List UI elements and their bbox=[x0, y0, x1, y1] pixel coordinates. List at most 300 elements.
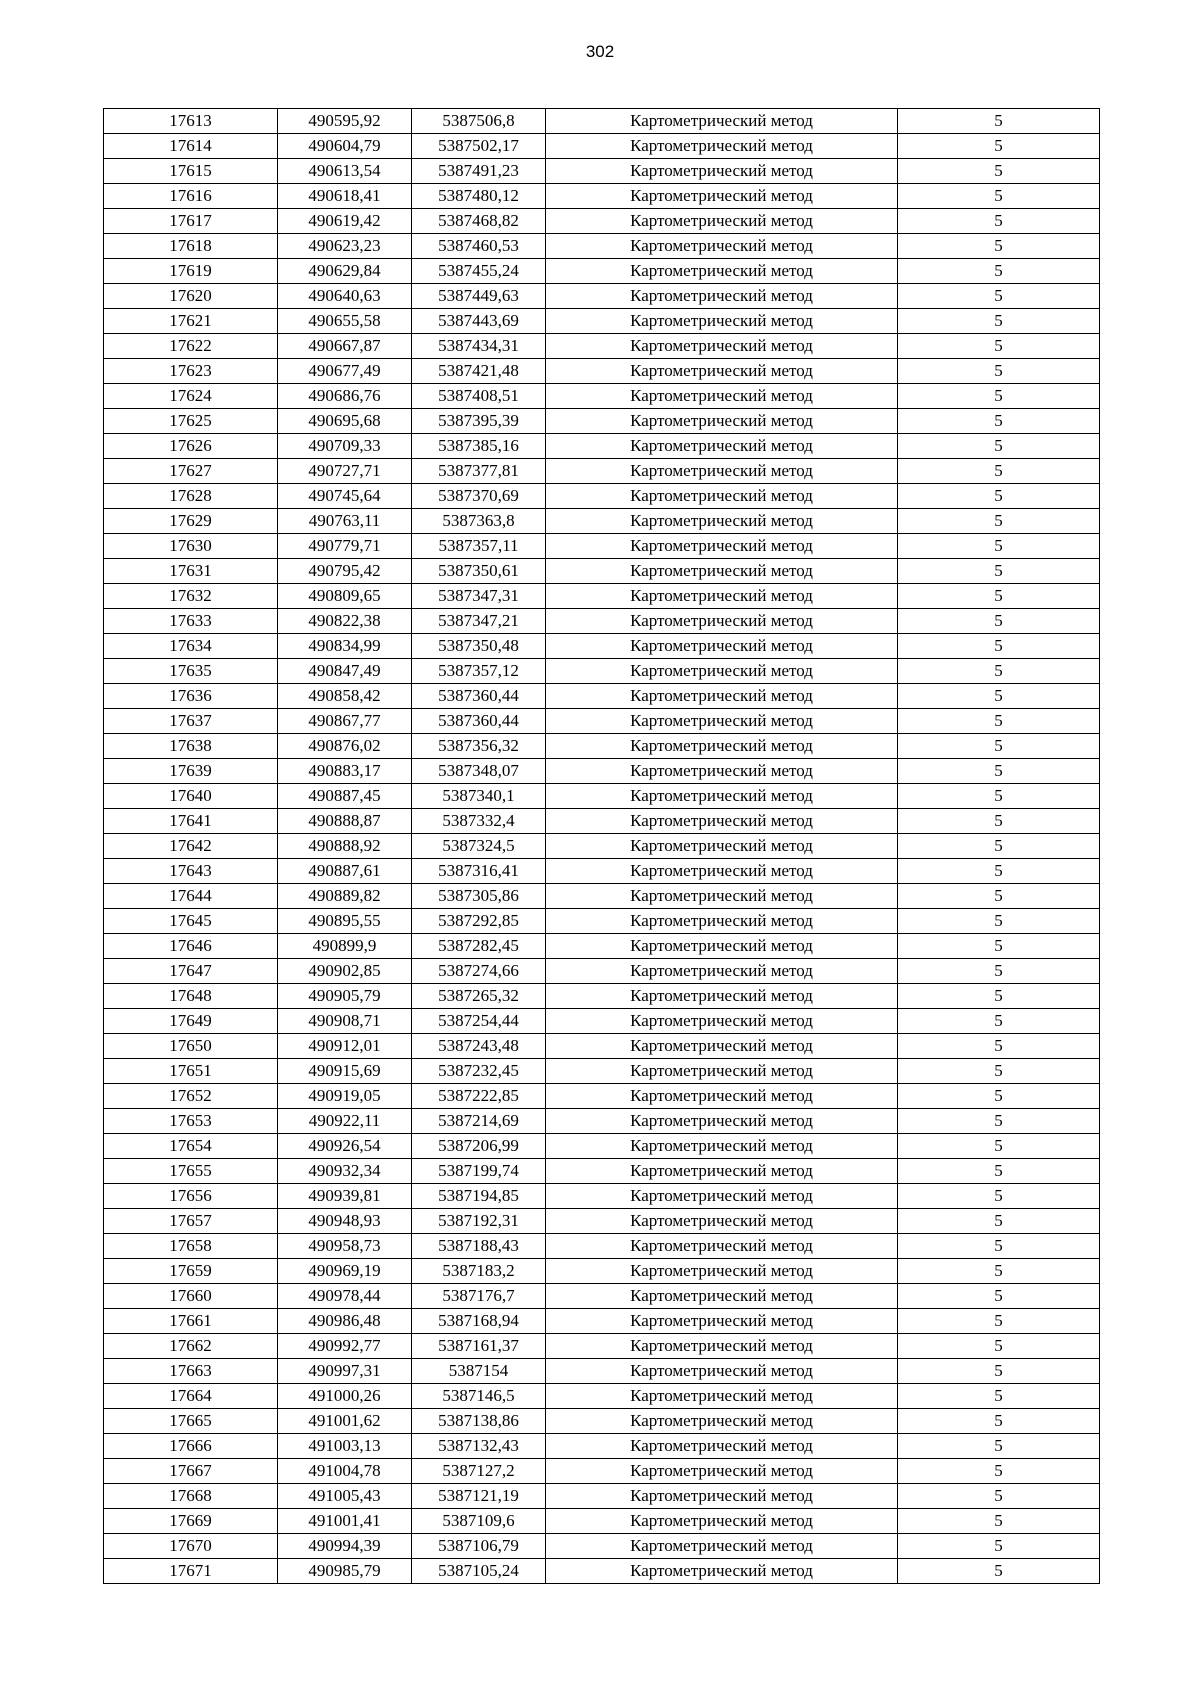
accuracy-cell: 5 bbox=[898, 884, 1100, 909]
y-coordinate-cell: 5387254,44 bbox=[412, 1009, 546, 1034]
point-number-cell: 17645 bbox=[104, 909, 278, 934]
x-coordinate-cell: 490655,58 bbox=[278, 309, 412, 334]
table-row bbox=[104, 1459, 1100, 1484]
x-coordinate-cell: 490986,48 bbox=[278, 1309, 412, 1334]
point-number-cell: 17630 bbox=[104, 534, 278, 559]
y-coordinate-cell: 5387421,48 bbox=[412, 359, 546, 384]
x-coordinate-cell: 490958,73 bbox=[278, 1234, 412, 1259]
point-number-cell: 17662 bbox=[104, 1334, 278, 1359]
table-row bbox=[104, 134, 1100, 159]
table-row bbox=[104, 384, 1100, 409]
x-coordinate-cell: 490888,87 bbox=[278, 809, 412, 834]
method-cell: Картометрический метод bbox=[546, 459, 898, 484]
table-row bbox=[104, 259, 1100, 284]
x-coordinate-cell: 490915,69 bbox=[278, 1059, 412, 1084]
accuracy-cell: 5 bbox=[898, 459, 1100, 484]
point-number-cell: 17658 bbox=[104, 1234, 278, 1259]
table-row bbox=[104, 884, 1100, 909]
table-row bbox=[104, 1059, 1100, 1084]
y-coordinate-cell: 5387243,48 bbox=[412, 1034, 546, 1059]
y-coordinate-cell: 5387506,8 bbox=[412, 109, 546, 134]
accuracy-cell: 5 bbox=[898, 259, 1100, 284]
accuracy-cell: 5 bbox=[898, 909, 1100, 934]
accuracy-cell: 5 bbox=[898, 134, 1100, 159]
y-coordinate-cell: 5387468,82 bbox=[412, 209, 546, 234]
point-number-cell: 17671 bbox=[104, 1559, 278, 1584]
accuracy-cell: 5 bbox=[898, 1084, 1100, 1109]
table-row bbox=[104, 1359, 1100, 1384]
point-number-cell: 17620 bbox=[104, 284, 278, 309]
table-row bbox=[104, 634, 1100, 659]
point-number-cell: 17664 bbox=[104, 1384, 278, 1409]
accuracy-cell: 5 bbox=[898, 609, 1100, 634]
y-coordinate-cell: 5387161,37 bbox=[412, 1334, 546, 1359]
point-number-cell: 17647 bbox=[104, 959, 278, 984]
y-coordinate-cell: 5387455,24 bbox=[412, 259, 546, 284]
y-coordinate-cell: 5387395,39 bbox=[412, 409, 546, 434]
accuracy-cell: 5 bbox=[898, 1409, 1100, 1434]
table-row bbox=[104, 484, 1100, 509]
point-number-cell: 17619 bbox=[104, 259, 278, 284]
table-row bbox=[104, 584, 1100, 609]
method-cell: Картометрический метод bbox=[546, 709, 898, 734]
table-row bbox=[104, 834, 1100, 859]
x-coordinate-cell: 490623,23 bbox=[278, 234, 412, 259]
x-coordinate-cell: 490745,64 bbox=[278, 484, 412, 509]
method-cell: Картометрический метод bbox=[546, 1534, 898, 1559]
method-cell: Картометрический метод bbox=[546, 784, 898, 809]
point-number-cell: 17642 bbox=[104, 834, 278, 859]
accuracy-cell: 5 bbox=[898, 584, 1100, 609]
y-coordinate-cell: 5387146,5 bbox=[412, 1384, 546, 1409]
table-row bbox=[104, 859, 1100, 884]
point-number-cell: 17644 bbox=[104, 884, 278, 909]
x-coordinate-cell: 490969,19 bbox=[278, 1259, 412, 1284]
point-number-cell: 17639 bbox=[104, 759, 278, 784]
point-number-cell: 17618 bbox=[104, 234, 278, 259]
table-row bbox=[104, 1559, 1100, 1584]
point-number-cell: 17626 bbox=[104, 434, 278, 459]
x-coordinate-cell: 490727,71 bbox=[278, 459, 412, 484]
point-number-cell: 17627 bbox=[104, 459, 278, 484]
method-cell: Картометрический метод bbox=[546, 1509, 898, 1534]
accuracy-cell: 5 bbox=[898, 284, 1100, 309]
y-coordinate-cell: 5387222,85 bbox=[412, 1084, 546, 1109]
table-row bbox=[104, 934, 1100, 959]
point-number-cell: 17643 bbox=[104, 859, 278, 884]
table-row bbox=[104, 984, 1100, 1009]
y-coordinate-cell: 5387292,85 bbox=[412, 909, 546, 934]
y-coordinate-cell: 5387443,69 bbox=[412, 309, 546, 334]
method-cell: Картометрический метод bbox=[546, 1209, 898, 1234]
method-cell: Картометрический метод bbox=[546, 1334, 898, 1359]
method-cell: Картометрический метод bbox=[546, 1259, 898, 1284]
accuracy-cell: 5 bbox=[898, 1259, 1100, 1284]
point-number-cell: 17666 bbox=[104, 1434, 278, 1459]
accuracy-cell: 5 bbox=[898, 484, 1100, 509]
point-number-cell: 17656 bbox=[104, 1184, 278, 1209]
y-coordinate-cell: 5387282,45 bbox=[412, 934, 546, 959]
y-coordinate-cell: 5387106,79 bbox=[412, 1534, 546, 1559]
page-number: 302 bbox=[585, 42, 615, 61]
x-coordinate-cell: 490834,99 bbox=[278, 634, 412, 659]
method-cell: Картометрический метод bbox=[546, 509, 898, 534]
accuracy-cell: 5 bbox=[898, 1209, 1100, 1234]
y-coordinate-cell: 5387408,51 bbox=[412, 384, 546, 409]
point-number-cell: 17641 bbox=[104, 809, 278, 834]
accuracy-cell: 5 bbox=[898, 1184, 1100, 1209]
accuracy-cell: 5 bbox=[898, 1559, 1100, 1584]
accuracy-cell: 5 bbox=[898, 1484, 1100, 1509]
method-cell: Картометрический метод bbox=[546, 1434, 898, 1459]
y-coordinate-cell: 5387377,81 bbox=[412, 459, 546, 484]
accuracy-cell: 5 bbox=[898, 1159, 1100, 1184]
x-coordinate-cell: 490604,79 bbox=[278, 134, 412, 159]
method-cell: Картометрический метод bbox=[546, 1384, 898, 1409]
method-cell: Картометрический метод bbox=[546, 609, 898, 634]
point-number-cell: 17637 bbox=[104, 709, 278, 734]
method-cell: Картометрический метод bbox=[546, 809, 898, 834]
accuracy-cell: 5 bbox=[898, 1459, 1100, 1484]
table-row bbox=[104, 1409, 1100, 1434]
accuracy-cell: 5 bbox=[898, 1284, 1100, 1309]
point-number-cell: 17650 bbox=[104, 1034, 278, 1059]
table-row bbox=[104, 1309, 1100, 1334]
y-coordinate-cell: 5387449,63 bbox=[412, 284, 546, 309]
point-number-cell: 17649 bbox=[104, 1009, 278, 1034]
table-row bbox=[104, 459, 1100, 484]
x-coordinate-cell: 490888,92 bbox=[278, 834, 412, 859]
accuracy-cell: 5 bbox=[898, 634, 1100, 659]
y-coordinate-cell: 5387480,12 bbox=[412, 184, 546, 209]
point-number-cell: 17624 bbox=[104, 384, 278, 409]
accuracy-cell: 5 bbox=[898, 534, 1100, 559]
accuracy-cell: 5 bbox=[898, 334, 1100, 359]
accuracy-cell: 5 bbox=[898, 934, 1100, 959]
point-number-cell: 17615 bbox=[104, 159, 278, 184]
x-coordinate-cell: 490939,81 bbox=[278, 1184, 412, 1209]
table-row bbox=[104, 1259, 1100, 1284]
method-cell: Картометрический метод bbox=[546, 584, 898, 609]
method-cell: Картометрический метод bbox=[546, 1184, 898, 1209]
method-cell: Картометрический метод bbox=[546, 159, 898, 184]
accuracy-cell: 5 bbox=[898, 784, 1100, 809]
table-row bbox=[104, 309, 1100, 334]
point-number-cell: 17670 bbox=[104, 1534, 278, 1559]
method-cell: Картометрический метод bbox=[546, 409, 898, 434]
y-coordinate-cell: 5387214,69 bbox=[412, 1109, 546, 1134]
x-coordinate-cell: 490922,11 bbox=[278, 1109, 412, 1134]
y-coordinate-cell: 5387199,74 bbox=[412, 1159, 546, 1184]
method-cell: Картометрический метод bbox=[546, 1484, 898, 1509]
point-number-cell: 17663 bbox=[104, 1359, 278, 1384]
y-coordinate-cell: 5387356,32 bbox=[412, 734, 546, 759]
table-row bbox=[104, 809, 1100, 834]
table-row bbox=[104, 684, 1100, 709]
accuracy-cell: 5 bbox=[898, 1134, 1100, 1159]
method-cell: Картометрический метод bbox=[546, 134, 898, 159]
y-coordinate-cell: 5387491,23 bbox=[412, 159, 546, 184]
point-number-cell: 17631 bbox=[104, 559, 278, 584]
table-row bbox=[104, 709, 1100, 734]
y-coordinate-cell: 5387168,94 bbox=[412, 1309, 546, 1334]
point-number-cell: 17628 bbox=[104, 484, 278, 509]
table-row bbox=[104, 1509, 1100, 1534]
point-number-cell: 17622 bbox=[104, 334, 278, 359]
table-row bbox=[104, 1109, 1100, 1134]
point-number-cell: 17668 bbox=[104, 1484, 278, 1509]
table-row bbox=[104, 1534, 1100, 1559]
x-coordinate-cell: 490908,71 bbox=[278, 1009, 412, 1034]
method-cell: Картометрический метод bbox=[546, 759, 898, 784]
point-number-cell: 17617 bbox=[104, 209, 278, 234]
point-number-cell: 17625 bbox=[104, 409, 278, 434]
x-coordinate-cell: 491005,43 bbox=[278, 1484, 412, 1509]
accuracy-cell: 5 bbox=[898, 734, 1100, 759]
y-coordinate-cell: 5387360,44 bbox=[412, 709, 546, 734]
point-number-cell: 17636 bbox=[104, 684, 278, 709]
accuracy-cell: 5 bbox=[898, 984, 1100, 1009]
method-cell: Картометрический метод bbox=[546, 184, 898, 209]
y-coordinate-cell: 5387154 bbox=[412, 1359, 546, 1384]
x-coordinate-cell: 490932,34 bbox=[278, 1159, 412, 1184]
x-coordinate-cell: 490876,02 bbox=[278, 734, 412, 759]
accuracy-cell: 5 bbox=[898, 809, 1100, 834]
x-coordinate-cell: 490895,55 bbox=[278, 909, 412, 934]
table-row bbox=[104, 1184, 1100, 1209]
table-row bbox=[104, 959, 1100, 984]
x-coordinate-cell: 490595,92 bbox=[278, 109, 412, 134]
x-coordinate-cell: 490822,38 bbox=[278, 609, 412, 634]
method-cell: Картометрический метод bbox=[546, 859, 898, 884]
point-number-cell: 17665 bbox=[104, 1409, 278, 1434]
table-row bbox=[104, 509, 1100, 534]
point-number-cell: 17660 bbox=[104, 1284, 278, 1309]
method-cell: Картометрический метод bbox=[546, 984, 898, 1009]
y-coordinate-cell: 5387332,4 bbox=[412, 809, 546, 834]
accuracy-cell: 5 bbox=[898, 359, 1100, 384]
table-row bbox=[104, 234, 1100, 259]
table-row bbox=[104, 659, 1100, 684]
method-cell: Картометрический метод bbox=[546, 734, 898, 759]
x-coordinate-cell: 490926,54 bbox=[278, 1134, 412, 1159]
y-coordinate-cell: 5387357,11 bbox=[412, 534, 546, 559]
point-number-cell: 17640 bbox=[104, 784, 278, 809]
point-number-cell: 17669 bbox=[104, 1509, 278, 1534]
accuracy-cell: 5 bbox=[898, 709, 1100, 734]
x-coordinate-cell: 490779,71 bbox=[278, 534, 412, 559]
method-cell: Картометрический метод bbox=[546, 109, 898, 134]
x-coordinate-cell: 490709,33 bbox=[278, 434, 412, 459]
table-row bbox=[104, 534, 1100, 559]
accuracy-cell: 5 bbox=[898, 384, 1100, 409]
y-coordinate-cell: 5387340,1 bbox=[412, 784, 546, 809]
point-number-cell: 17621 bbox=[104, 309, 278, 334]
x-coordinate-cell: 491004,78 bbox=[278, 1459, 412, 1484]
method-cell: Картометрический метод bbox=[546, 384, 898, 409]
x-coordinate-cell: 490883,17 bbox=[278, 759, 412, 784]
method-cell: Картометрический метод bbox=[546, 659, 898, 684]
method-cell: Картометрический метод bbox=[546, 234, 898, 259]
accuracy-cell: 5 bbox=[898, 859, 1100, 884]
accuracy-cell: 5 bbox=[898, 1384, 1100, 1409]
y-coordinate-cell: 5387127,2 bbox=[412, 1459, 546, 1484]
y-coordinate-cell: 5387192,31 bbox=[412, 1209, 546, 1234]
x-coordinate-cell: 490677,49 bbox=[278, 359, 412, 384]
accuracy-cell: 5 bbox=[898, 834, 1100, 859]
y-coordinate-cell: 5387324,5 bbox=[412, 834, 546, 859]
point-number-cell: 17661 bbox=[104, 1309, 278, 1334]
x-coordinate-cell: 490795,42 bbox=[278, 559, 412, 584]
y-coordinate-cell: 5387348,07 bbox=[412, 759, 546, 784]
x-coordinate-cell: 490985,79 bbox=[278, 1559, 412, 1584]
x-coordinate-cell: 490994,39 bbox=[278, 1534, 412, 1559]
table-row bbox=[104, 334, 1100, 359]
table-row bbox=[104, 559, 1100, 584]
point-number-cell: 17655 bbox=[104, 1159, 278, 1184]
y-coordinate-cell: 5387183,2 bbox=[412, 1259, 546, 1284]
accuracy-cell: 5 bbox=[898, 434, 1100, 459]
table-row bbox=[104, 209, 1100, 234]
x-coordinate-cell: 491003,13 bbox=[278, 1434, 412, 1459]
point-number-cell: 17635 bbox=[104, 659, 278, 684]
accuracy-cell: 5 bbox=[898, 184, 1100, 209]
accuracy-cell: 5 bbox=[898, 1059, 1100, 1084]
x-coordinate-cell: 490919,05 bbox=[278, 1084, 412, 1109]
table-row bbox=[104, 1334, 1100, 1359]
x-coordinate-cell: 490912,01 bbox=[278, 1034, 412, 1059]
point-number-cell: 17659 bbox=[104, 1259, 278, 1284]
accuracy-cell: 5 bbox=[898, 1509, 1100, 1534]
x-coordinate-cell: 490629,84 bbox=[278, 259, 412, 284]
method-cell: Картометрический метод bbox=[546, 834, 898, 859]
method-cell: Картометрический метод bbox=[546, 359, 898, 384]
y-coordinate-cell: 5387188,43 bbox=[412, 1234, 546, 1259]
method-cell: Картометрический метод bbox=[546, 534, 898, 559]
y-coordinate-cell: 5387274,66 bbox=[412, 959, 546, 984]
table-row bbox=[104, 1009, 1100, 1034]
table-row bbox=[104, 1284, 1100, 1309]
table-row bbox=[104, 1209, 1100, 1234]
accuracy-cell: 5 bbox=[898, 1234, 1100, 1259]
method-cell: Картометрический метод bbox=[546, 559, 898, 584]
method-cell: Картометрический метод bbox=[546, 1034, 898, 1059]
method-cell: Картометрический метод bbox=[546, 284, 898, 309]
point-number-cell: 17657 bbox=[104, 1209, 278, 1234]
method-cell: Картометрический метод bbox=[546, 1409, 898, 1434]
table-row bbox=[104, 409, 1100, 434]
x-coordinate-cell: 490686,76 bbox=[278, 384, 412, 409]
x-coordinate-cell: 490902,85 bbox=[278, 959, 412, 984]
point-number-cell: 17667 bbox=[104, 1459, 278, 1484]
y-coordinate-cell: 5387434,31 bbox=[412, 334, 546, 359]
point-number-cell: 17652 bbox=[104, 1084, 278, 1109]
y-coordinate-cell: 5387232,45 bbox=[412, 1059, 546, 1084]
y-coordinate-cell: 5387206,99 bbox=[412, 1134, 546, 1159]
x-coordinate-cell: 490858,42 bbox=[278, 684, 412, 709]
x-coordinate-cell: 490640,63 bbox=[278, 284, 412, 309]
method-cell: Картометрический метод bbox=[546, 259, 898, 284]
x-coordinate-cell: 491001,41 bbox=[278, 1509, 412, 1534]
accuracy-cell: 5 bbox=[898, 684, 1100, 709]
y-coordinate-cell: 5387105,24 bbox=[412, 1559, 546, 1584]
x-coordinate-cell: 490695,68 bbox=[278, 409, 412, 434]
table-row bbox=[104, 1484, 1100, 1509]
coordinates-table-body bbox=[104, 109, 1100, 1584]
y-coordinate-cell: 5387305,86 bbox=[412, 884, 546, 909]
method-cell: Картометрический метод bbox=[546, 434, 898, 459]
method-cell: Картометрический метод bbox=[546, 884, 898, 909]
table-row bbox=[104, 1384, 1100, 1409]
y-coordinate-cell: 5387138,86 bbox=[412, 1409, 546, 1434]
x-coordinate-cell: 490887,61 bbox=[278, 859, 412, 884]
method-cell: Картометрический метод bbox=[546, 1234, 898, 1259]
y-coordinate-cell: 5387385,16 bbox=[412, 434, 546, 459]
method-cell: Картометрический метод bbox=[546, 1009, 898, 1034]
method-cell: Картометрический метод bbox=[546, 1459, 898, 1484]
y-coordinate-cell: 5387360,44 bbox=[412, 684, 546, 709]
y-coordinate-cell: 5387460,53 bbox=[412, 234, 546, 259]
y-coordinate-cell: 5387316,41 bbox=[412, 859, 546, 884]
method-cell: Картометрический метод bbox=[546, 309, 898, 334]
method-cell: Картометрический метод bbox=[546, 484, 898, 509]
y-coordinate-cell: 5387357,12 bbox=[412, 659, 546, 684]
method-cell: Картометрический метод bbox=[546, 934, 898, 959]
x-coordinate-cell: 490899,9 bbox=[278, 934, 412, 959]
point-number-cell: 17634 bbox=[104, 634, 278, 659]
point-number-cell: 17629 bbox=[104, 509, 278, 534]
table-row bbox=[104, 1159, 1100, 1184]
point-number-cell: 17651 bbox=[104, 1059, 278, 1084]
y-coordinate-cell: 5387350,61 bbox=[412, 559, 546, 584]
method-cell: Картометрический метод bbox=[546, 684, 898, 709]
accuracy-cell: 5 bbox=[898, 959, 1100, 984]
table-row bbox=[104, 359, 1100, 384]
y-coordinate-cell: 5387194,85 bbox=[412, 1184, 546, 1209]
method-cell: Картометрический метод bbox=[546, 1159, 898, 1184]
method-cell: Картометрический метод bbox=[546, 1109, 898, 1134]
method-cell: Картометрический метод bbox=[546, 1284, 898, 1309]
accuracy-cell: 5 bbox=[898, 309, 1100, 334]
table-row bbox=[104, 284, 1100, 309]
accuracy-cell: 5 bbox=[898, 559, 1100, 584]
point-number-cell: 17633 bbox=[104, 609, 278, 634]
accuracy-cell: 5 bbox=[898, 1009, 1100, 1034]
point-number-cell: 17648 bbox=[104, 984, 278, 1009]
method-cell: Картометрический метод bbox=[546, 909, 898, 934]
accuracy-cell: 5 bbox=[898, 209, 1100, 234]
y-coordinate-cell: 5387370,69 bbox=[412, 484, 546, 509]
y-coordinate-cell: 5387109,6 bbox=[412, 1509, 546, 1534]
accuracy-cell: 5 bbox=[898, 109, 1100, 134]
y-coordinate-cell: 5387121,19 bbox=[412, 1484, 546, 1509]
method-cell: Картометрический метод bbox=[546, 209, 898, 234]
point-number-cell: 17632 bbox=[104, 584, 278, 609]
x-coordinate-cell: 490619,42 bbox=[278, 209, 412, 234]
x-coordinate-cell: 490847,49 bbox=[278, 659, 412, 684]
table-row bbox=[104, 184, 1100, 209]
y-coordinate-cell: 5387347,21 bbox=[412, 609, 546, 634]
accuracy-cell: 5 bbox=[898, 1109, 1100, 1134]
method-cell: Картометрический метод bbox=[546, 634, 898, 659]
x-coordinate-cell: 490997,31 bbox=[278, 1359, 412, 1384]
y-coordinate-cell: 5387363,8 bbox=[412, 509, 546, 534]
x-coordinate-cell: 490763,11 bbox=[278, 509, 412, 534]
point-number-cell: 17646 bbox=[104, 934, 278, 959]
point-number-cell: 17623 bbox=[104, 359, 278, 384]
x-coordinate-cell: 490667,87 bbox=[278, 334, 412, 359]
y-coordinate-cell: 5387502,17 bbox=[412, 134, 546, 159]
